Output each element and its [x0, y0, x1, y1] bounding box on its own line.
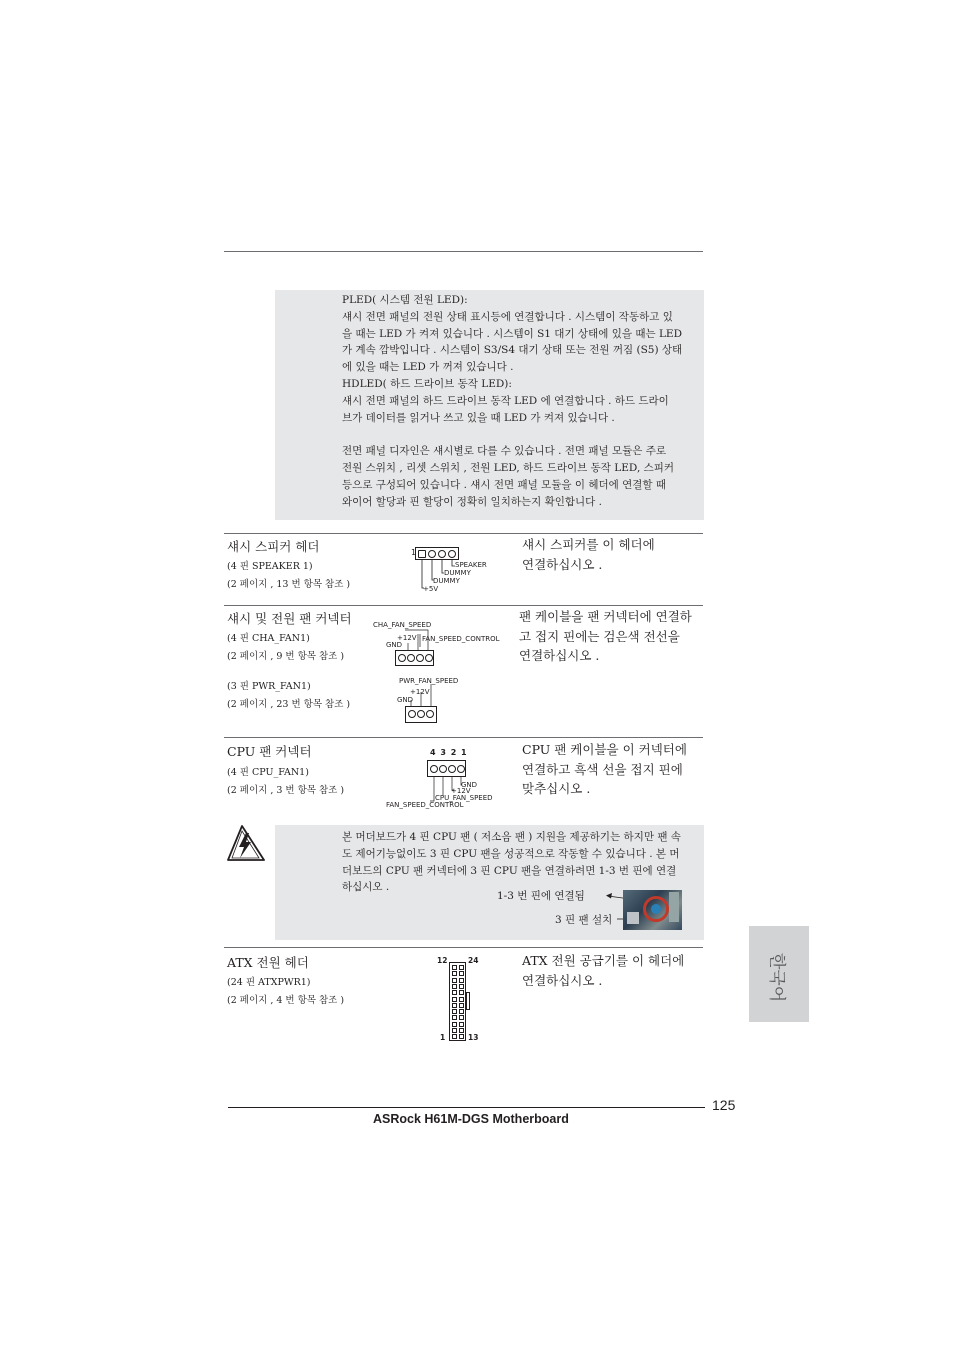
- atx-page-ref: (2 페이지 , 4 번 항목 참조 ): [227, 995, 345, 1006]
- paragraph-line: 전원 스위치 , 리셋 스위치 , 전원 LED, 하드 드라이브 동작 LED, 스피커: [342, 462, 675, 474]
- fan-desc-3: 연결하십시오 .: [519, 648, 600, 663]
- pwr-fan-12v-label: +12V: [410, 688, 430, 696]
- atx-pin: [452, 997, 457, 1002]
- language-tab-label: 한국어: [766, 952, 787, 1003]
- cpu-fan-desc-2: 연결하고 흑색 선을 접지 핀에: [522, 762, 683, 777]
- atx-pin: [452, 965, 457, 970]
- cpu-fan-pin-info: (4 핀 CPU_FAN1): [227, 767, 309, 778]
- cpu-fan-speed-label: CPU_FAN_SPEED: [435, 794, 493, 802]
- atx-pin: [452, 971, 457, 976]
- speaker-label-5v: +5V: [423, 585, 439, 593]
- paragraph-line: HDLED( 하드 드라이브 동작 LED):: [342, 378, 512, 390]
- speaker-pin-info: (4 핀 SPEAKER 1): [227, 561, 313, 572]
- atx-pin: [452, 1009, 457, 1014]
- footer-rule: [228, 1107, 705, 1108]
- atx-pin: [452, 984, 457, 989]
- fan-pwr-pin-info: (3 핀 PWR_FAN1): [227, 681, 311, 692]
- paragraph-line: 전면 패널 디자인은 섀시별로 다를 수 있습니다 . 전면 패널 모듈은 주로: [342, 445, 667, 458]
- paragraph-line: 섀시 전면 패널의 전원 상태 표시등에 연결합니다 . 시스템이 작동하고 있: [342, 310, 673, 323]
- cpu-fan-title: CPU 팬 커넥터: [227, 744, 312, 759]
- fan-pwr-page-ref: (2 페이지 , 23 번 항목 참조 ): [227, 699, 351, 710]
- atx-title: ATX 전원 헤더: [227, 955, 309, 970]
- paragraph-line: 더보드의 CPU 팬 커넥터에 3 핀 CPU 팬을 연결하려면 1-3 번 핀에 연결: [342, 864, 677, 877]
- atx-pin: [459, 1034, 464, 1039]
- atx-pin-1-label: 1: [440, 1033, 446, 1042]
- fan-cha-page-ref: (2 페이지 , 9 번 항목 참조 ): [227, 651, 345, 662]
- atx-pin: [459, 990, 464, 995]
- speaker-label-dummy2: DUMMY: [433, 577, 460, 585]
- atx-pin: [459, 1003, 464, 1008]
- cpu-fan-page-ref: (2 페이지 , 3 번 항목 참조 ): [227, 785, 345, 796]
- cpu-fan-desc-1: CPU 팬 케이블을 이 커넥터에: [522, 742, 687, 757]
- atx-desc-1: ATX 전원 공급기를 이 헤더에: [522, 953, 685, 968]
- cha-fan-speed-label: CHA_FAN_SPEED: [373, 621, 432, 629]
- pwr-fan-gnd-label: GND: [397, 696, 414, 704]
- atx-pin: [459, 978, 464, 983]
- cpu-fan-desc-3: 맞추십시오 .: [522, 781, 591, 796]
- atx-pin: [459, 984, 464, 989]
- cha-fan-12v-label: +12V: [397, 634, 417, 642]
- speaker-label-dummy1: DUMMY: [444, 569, 471, 577]
- paragraph-line: 에 있을 때는 LED 가 꺼져 있습니다 .: [342, 361, 514, 374]
- page-number: 125: [712, 1097, 736, 1113]
- atx-latch: [466, 992, 470, 1010]
- atx-pin: [459, 971, 464, 976]
- paragraph-line: 등으로 구성되어 있습니다 . 섀시 전면 패널 모듈을 이 헤더에 연결할 때: [342, 478, 667, 491]
- note-label-install: 3 핀 팬 설치: [555, 914, 613, 926]
- fan-install-photo: [623, 890, 682, 930]
- speaker-title: 섀시 스피커 헤더: [227, 539, 320, 554]
- atx-pin: [459, 1009, 464, 1014]
- atx-pin: [459, 997, 464, 1002]
- atx-pin: [459, 1028, 464, 1033]
- paragraph-line: 을 때는 LED 가 켜져 있습니다 . 시스템이 S1 대기 상태에 있을 때는 LED: [342, 327, 683, 340]
- atx-pin: [452, 990, 457, 995]
- fan-title: 섀시 및 전원 팬 커넥터: [227, 611, 352, 626]
- speaker-page-ref: (2 페이지 , 13 번 항목 참조 ): [227, 579, 351, 590]
- speaker-desc-2: 연결하십시오 .: [522, 557, 603, 572]
- cha-fan-control-label: FAN_SPEED_CONTROL: [422, 635, 500, 643]
- paragraph-line: 본 머더보드가 4 핀 CPU 팬 ( 저소음 팬 ) 지원을 제공하기는 하지만 팬 속: [342, 831, 681, 843]
- paragraph-line: 가 계속 깜박입니다 . 시스템이 S3/S4 대기 상태 또는 전원 꺼짐 (S5) 상태: [342, 344, 683, 357]
- atx-pin: [452, 1015, 457, 1020]
- speaker-desc-1: 섀시 스피커를 이 헤더에: [522, 537, 655, 552]
- cpu-fan-control-label: FAN_SPEED_CONTROL: [386, 801, 464, 809]
- section-rule-atx: [224, 947, 703, 948]
- atx-pin: [459, 965, 464, 970]
- atx-pin: [452, 1022, 457, 1027]
- atx-pin-13-label: 13: [468, 1033, 479, 1042]
- atx-pin-24-label: 24: [468, 956, 479, 965]
- fan-cha-pin-info: (4 핀 CHA_FAN1): [227, 633, 310, 644]
- cpu-fan-gnd-label: GND: [461, 781, 478, 789]
- paragraph-line: 하십시오 .: [342, 881, 390, 894]
- pwr-fan-speed-label: PWR_FAN_SPEED: [399, 677, 459, 685]
- note-label-connect: 1-3 번 핀에 연결됨: [497, 890, 585, 902]
- speaker-label-speaker: SPEAKER: [455, 561, 487, 569]
- cpu-fan-pin-numbers: 4 3 2 1: [430, 748, 468, 757]
- paragraph-line: 도 제어기능없이도 3 핀 CPU 팬을 성공적으로 작동할 수 있습니다 . 본 머: [342, 847, 680, 860]
- atx-pin: [452, 1003, 457, 1008]
- atx-desc-2: 연결하십시오 .: [522, 973, 603, 988]
- cpu-fan-12v-label: +12V: [451, 787, 471, 795]
- paragraph-line: 브가 데이터를 읽거나 쓰고 있을 때 LED 가 켜져 있습니다 .: [342, 411, 615, 424]
- fan-desc-2: 고 접지 핀에는 검은색 전선을: [519, 629, 680, 644]
- atx-pin: [459, 1015, 464, 1020]
- paragraph-line: 섀시 전면 패널의 하드 드라이브 동작 LED 에 연결합니다 . 하드 드라이: [342, 394, 669, 407]
- product-name: ASRock H61M-DGS Motherboard: [373, 1112, 569, 1126]
- cha-fan-gnd-label: GND: [386, 641, 403, 649]
- atx-pin: [452, 978, 457, 983]
- paragraph-line: 와이어 할당과 핀 할당이 정확히 일치하는지 확인합니다 .: [342, 495, 602, 508]
- fan-desc-1: 팬 케이블을 팬 커넥터에 연결하: [519, 609, 692, 624]
- atx-pin-12-label: 12: [437, 956, 448, 965]
- atx-pin-info: (24 핀 ATXPWR1): [227, 977, 311, 988]
- atx-pin: [459, 1022, 464, 1027]
- paragraph-line: PLED( 시스템 전원 LED):: [342, 294, 468, 306]
- atx-header-body: [449, 962, 466, 1041]
- atx-pin: [452, 1034, 457, 1039]
- atx-pin: [452, 1028, 457, 1033]
- speaker-pin1-label: 1: [411, 548, 417, 557]
